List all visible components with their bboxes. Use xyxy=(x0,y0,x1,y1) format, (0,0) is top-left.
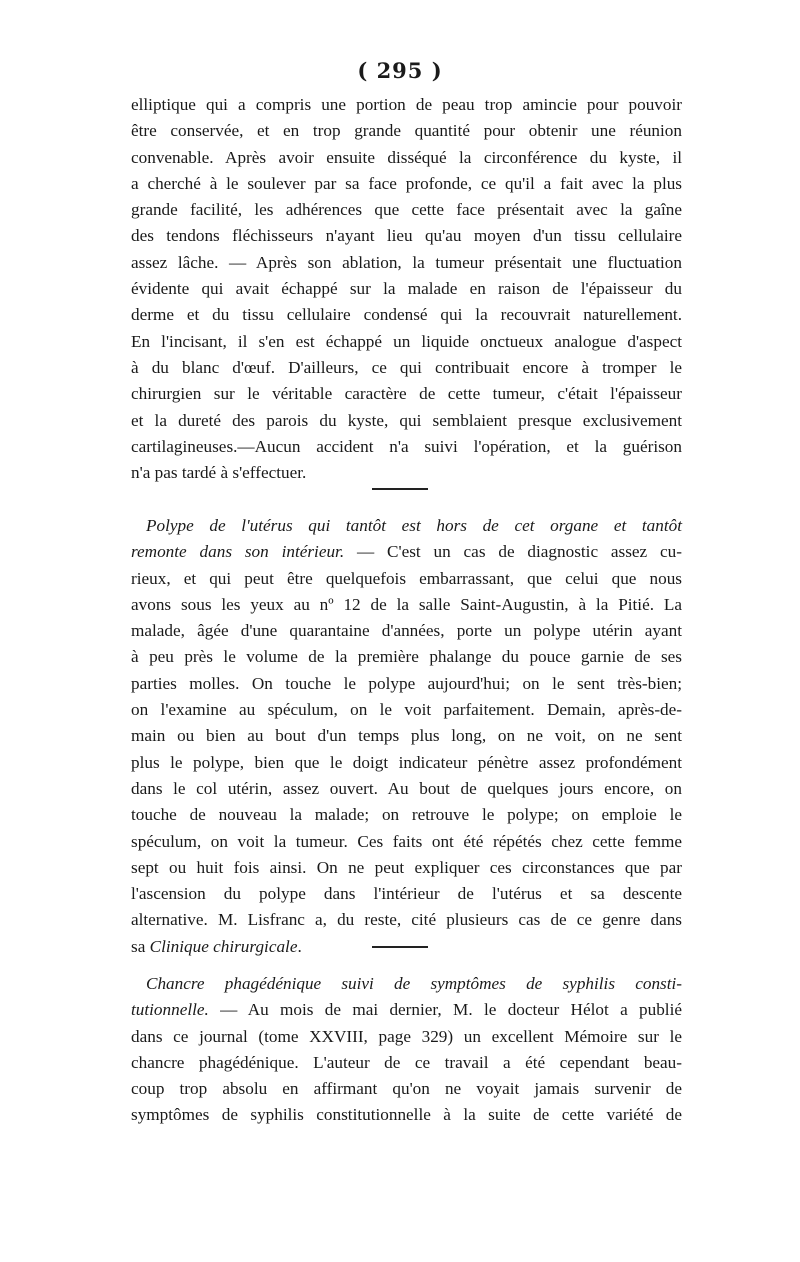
text-line: a cherché à le soulever par sa face profonde, ce qu'il a fait avec la plus xyxy=(131,173,682,193)
page-number: ( 295 ) xyxy=(357,58,443,83)
section-title-line xyxy=(131,971,682,997)
text-line: à du blanc d'œuf. D'ailleurs, ce qui contribuait encore à tromper le xyxy=(131,357,682,377)
text-line: convenable. Après avoir ensuite disséqué la circonférence du kyste, il xyxy=(131,147,682,167)
text-line: avons sous les yeux au nº 12 de la salle Saint-Augustin, à la Pitié. La xyxy=(131,594,682,614)
text-line: être conservée, et en trop grande quantité pour obtenir une réunion xyxy=(131,121,682,141)
text-line: et la dureté des parois du kyste, qui semblaient presque exclusivement xyxy=(131,410,682,430)
section-title-continuation: remonte dans son intérieur. xyxy=(131,542,345,562)
paragraph-chancre-phagedenique xyxy=(131,971,682,1129)
text-line: chancre phagédénique. L'auteur de ce travail a été cependant beau- xyxy=(131,1052,682,1072)
text-line: évidente qui avait échappé sur la malade en raison de l'épaisseur du xyxy=(131,279,682,299)
text-line: des tendons fléchisseurs n'ayant lieu qu'au moyen d'un tissu cellulaire xyxy=(131,226,682,246)
text-line: grande facilité, les adhérences que cette face présentait avec la gaîne xyxy=(131,200,682,220)
text-line: symptômes de syphilis constitutionnelle à la suite de cette variété de xyxy=(131,1105,682,1125)
text-line xyxy=(131,997,682,1023)
text-span: . xyxy=(297,936,302,956)
text-span: — Au mois de mai dernier, M. le docteur Hélot a publié xyxy=(208,1000,682,1020)
text-line xyxy=(131,539,682,565)
text-line: dans ce journal (tome XXVIII, page 329) un excellent Mémoire sur le xyxy=(131,1026,682,1046)
paragraph-kyste-continuation xyxy=(131,92,682,486)
cited-work-title: Clinique chirurgicale xyxy=(149,936,298,956)
section-divider xyxy=(372,946,428,948)
text-line: assez lâche. — Après son ablation, la tumeur présentait une fluctuation xyxy=(131,252,682,272)
text-line: derme et du tissu cellulaire condensé qui la recouvrait naturellement. xyxy=(131,305,682,325)
text-line: sept ou huit fois ainsi. On ne peut expliquer ces circonstances que par xyxy=(131,857,682,877)
text-line: elliptique qui a compris une portion de peau trop amincie pour pouvoir xyxy=(131,95,682,114)
section-title-line xyxy=(131,513,682,539)
section-title: Chancre phagédénique suivi de symptômes de syphilis consti- xyxy=(146,974,682,993)
text-line: spéculum, on voit la tumeur. Ces faits ont été répétés chez cette femme xyxy=(131,831,682,851)
text-line: on l'examine au spéculum, on le voit parfaitement. Demain, après-de- xyxy=(131,700,682,720)
text-line: touche de nouveau la malade; on retrouve le polype; on emploie le xyxy=(131,805,682,825)
text-line: main ou bien au bout d'un temps plus long, on ne voit, on ne sent xyxy=(131,726,682,746)
section-title: Polype de l'utérus qui tantôt est hors de cet organe et tantôt xyxy=(146,516,682,535)
text-line: l'ascension du polype dans l'intérieur de l'utérus et sa descente xyxy=(131,884,682,904)
text-line: plus le polype, bien que le doigt indicateur pénètre assez profondément xyxy=(131,752,682,772)
text-line: parties molles. On touche le polype aujourd'hui; on le sent très-bien; xyxy=(131,673,682,693)
text-line: à peu près le volume de la première phalange du pouce garnie de ses xyxy=(131,647,682,667)
section-title-continuation: tutionnelle. xyxy=(131,1000,209,1020)
section-divider xyxy=(372,488,428,490)
text-line: dans le col utérin, assez ouvert. Au bout de quelques jours encore, on xyxy=(131,778,682,798)
text-line: alternative. M. Lisfranc a, du reste, cité plusieurs cas de ce genre dans xyxy=(131,910,682,930)
text-line: malade, âgée d'une quarantaine d'années, porte un polype utérin ayant xyxy=(131,621,682,641)
text-line: cartilagineuses.—Aucun accident n'a suivi l'opération, et la guérison xyxy=(131,436,682,456)
text-line: rieux, et qui peut être quelquefois embarrassant, que celui que nous xyxy=(131,568,682,588)
text-line: coup trop absolu en affirmant qu'on ne voyait jamais survenir de xyxy=(131,1079,682,1099)
text-span: — C'est un cas de diagnostic assez cu- xyxy=(344,542,682,562)
text-span: sa xyxy=(131,936,150,956)
text-line: En l'incisant, il s'en est échappé un liquide onctueux analogue d'aspect xyxy=(131,331,682,351)
text-line: n'a pas tardé à s'effectuer. xyxy=(131,463,307,483)
paragraph-polype-uterus xyxy=(131,513,682,960)
text-line: chirurgien sur le véritable caractère de cette tumeur, c'était l'épaisseur xyxy=(131,384,682,404)
